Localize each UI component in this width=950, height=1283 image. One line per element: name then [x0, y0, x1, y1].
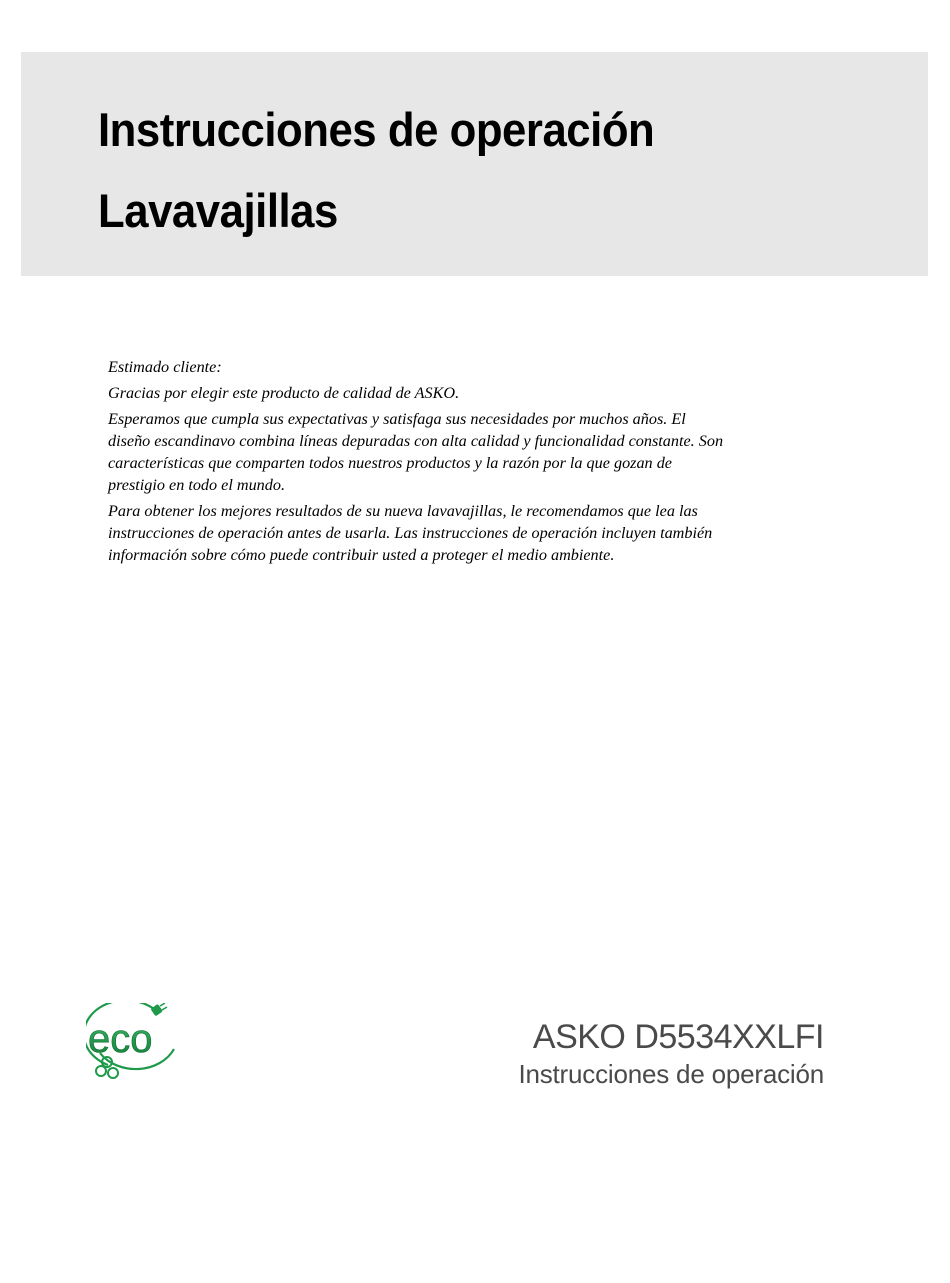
document-subtitle: Lavavajillas: [98, 184, 338, 237]
model-name: ASKO D5534XXLFI: [532, 1018, 824, 1056]
thanks-paragraph: Gracias por elegir este producto de calidad de ASKO.: [108, 384, 460, 402]
product-subtitle: Instrucciones de operación: [518, 1059, 824, 1089]
document-title: Instrucciones de operación: [98, 103, 655, 156]
eco-logo-icon: [86, 1003, 186, 1083]
design-paragraph: Esperamos que cumpla sus expectativas y satisfaga sus necesidades por muchos años. El diseño escandinavo combina líneas depuradas con alta calidad y funcionalidad constante. Son características que comparten todos nuestros productos y la razón por la que gozan de prestigio en todo el mundo.: [108, 410, 724, 494]
instructions-paragraph: Para obtener los mejores resultados de su nueva lavavajillas, le recomendamos que lea las instrucciones de operación antes de usarla. Las instrucciones de operación incluyen también información sobre cómo puede contribuir usted a proteger el medio ambiente.: [108, 502, 713, 564]
greeting: Estimado cliente:: [108, 358, 222, 376]
svg-text:eco: eco: [88, 1017, 153, 1061]
product-info: [518, 1017, 824, 1091]
title-banner: [21, 52, 928, 276]
intro-text: [108, 356, 728, 570]
